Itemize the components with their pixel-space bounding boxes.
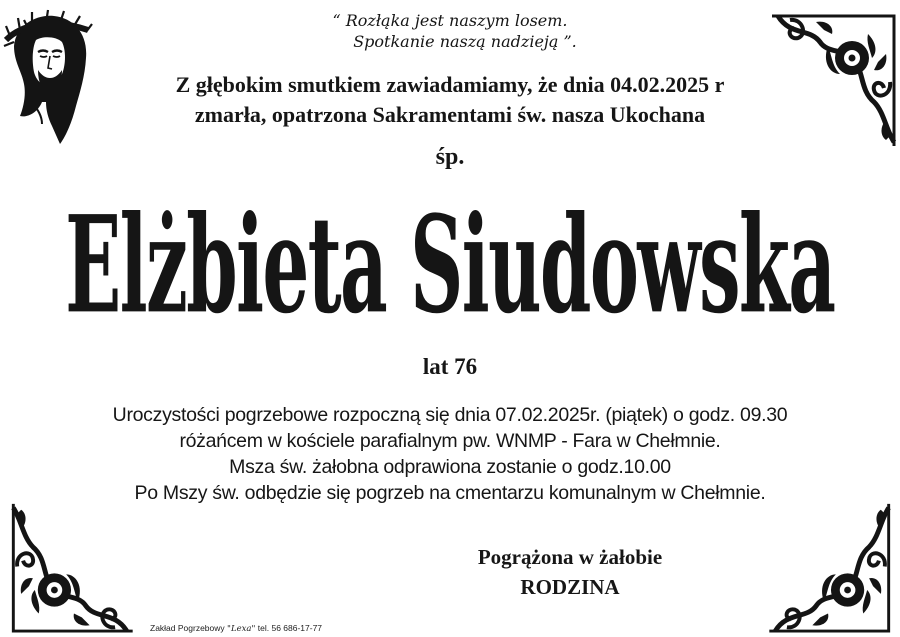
motto bbox=[300, 10, 600, 52]
footer-company-label: Zakład Pogrzebowy bbox=[150, 623, 225, 633]
motto-line-1: “ Rozłąka jest naszym losem. bbox=[332, 11, 568, 30]
mourners bbox=[430, 542, 710, 602]
announcement-line-2: zmarła, opatrzona Sakramentami św. nasza Ukochana bbox=[194, 102, 706, 127]
deceased-name: Elżbieta Siudowska bbox=[65, 186, 835, 344]
ceremony-line-2: różańcem w kościele parafialnym pw. WNMP - Fara w Chełmnie. bbox=[179, 430, 721, 452]
ceremony-line-1: Uroczystości pogrzebowe rozpoczną się dnia 07.02.2025r. (piątek) o godz. 09.30 bbox=[112, 404, 788, 426]
footer-company-name: "Lexa" bbox=[227, 624, 256, 634]
motto-line-2: Spotkanie naszą nadzieją ”. bbox=[353, 32, 577, 51]
announcement bbox=[0, 70, 900, 130]
mourners-line-2: RODZINA bbox=[520, 575, 620, 599]
ceremony-line-3: Msza św. żałobna odprawiona zostanie o godz.10.00 bbox=[229, 456, 671, 478]
ceremony-details bbox=[0, 402, 900, 506]
prefix-sp: śp. bbox=[435, 144, 465, 170]
floral-corner-ornament-icon bbox=[764, 500, 894, 635]
ceremony-line-4: Po Mszy św. odbędzie się pogrzeb na cmentarzu komunalnym w Chełmnie. bbox=[134, 482, 766, 504]
deceased-name-wrap bbox=[0, 186, 900, 344]
announcement-line-1: Z głębokim smutkiem zawiadamiamy, że dnia 04.02.2025 r bbox=[175, 72, 725, 97]
footer-phone: tel. 56 686-17-77 bbox=[257, 623, 323, 633]
footer-credit bbox=[150, 623, 322, 634]
mourners-line-1: Pogrążona w żałobie bbox=[477, 545, 663, 569]
age: lat 76 bbox=[422, 354, 478, 379]
floral-corner-ornament-icon bbox=[8, 500, 138, 635]
